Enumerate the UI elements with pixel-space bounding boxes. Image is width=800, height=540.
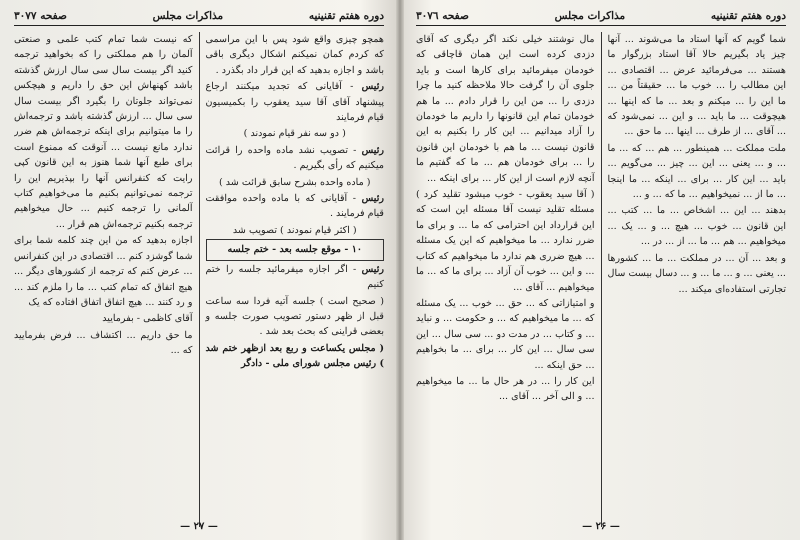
paragraph: ملت مملکت ... همینطور ... هم ... که ... ما ... و ... یعنی ... این ... چیز ... می‌گویم ... باید ... این کار ... برای ... اینکه ... ما اینجا ... ما از ... نمیخواهیم ... ما که ... و ... bbox=[607, 142, 786, 201]
paragraph: اجازه بدهید که من این چند کلمه شما برای شما گوشزد کنم ... اقتصادی در این کنفرانس ... عرض کنم که ترجمه از کشورهای دیگر ... هیچ اتفاق که تمام کتب ... ما را ملزم کند ... و رد کنند ... هیچ اتفاق اتفاق افتاده که یک bbox=[14, 235, 193, 308]
closing-note: ( مجلس یکساعت و ربع بعد ازظهر ختم شد ) رئیس مجلس شورای ملی - دادگر bbox=[205, 342, 384, 370]
paragraph: ( آقا سید یعقوب - خوب میشود تقلید کرد ) مسئله تقلید نیست آقا مسئله این است که این قرارداد این احترامی که ما ... و برای ما ضرر ندارد ... ما میخواهیم که این یک مسئله ... هیچ ضرری هم ندارد ما میخواهیم که کتاب ... و این ... خوب آن آزاد ... برای ما که ... ما میخواهیم ... آقای ... bbox=[416, 189, 595, 293]
paragraph: و بعد ... آن ... در مملکت ... ما ... کشورها ... یعنی ... و ... ما ... و ... دسال بیست سال تجارتی استفاده‌ای میکند ... bbox=[607, 252, 786, 295]
speaker-text: - آقایانی که تجدید میکنند ارجاع پیشنهاد آقای آقا سید یعقوب را بکمیسیون قیام فرمایند bbox=[205, 81, 384, 124]
right-page bbox=[402, 0, 800, 540]
procedural-note: ( ماده واحده بشرح سابق قرائت شد ) bbox=[218, 176, 371, 188]
left-folio: — ۲۷ — bbox=[180, 521, 218, 532]
left-header-page: صفحه ٣٠٧٧ bbox=[14, 10, 67, 22]
right-col-inner bbox=[416, 32, 595, 527]
speaker-paragraph bbox=[206, 79, 385, 125]
right-col-outer bbox=[601, 32, 787, 527]
left-header-title: مذاکرات مجلس bbox=[152, 10, 224, 22]
paragraph: آقای کاظمی - بفرمایید bbox=[102, 313, 193, 325]
right-columns bbox=[416, 32, 786, 527]
speaker-text: - اگر اجازه میفرمائید جلسه را ختم کنیم bbox=[205, 263, 384, 291]
speaker-name: رئیس bbox=[361, 81, 384, 93]
right-header-page: صفحه ٣٠٧٦ bbox=[416, 10, 469, 22]
paragraph: مال نوشتند خیلی نکند اگر دیگری که آقای دزدی کرده است این همان قاچاقی که خودمان میفرمائید برای کارها است و باید جلوی آن را گرفت حالا ملاحظه کنید ما چرا دزدی را ... من این را قرار دادم ... ما هم خودمان تمام این قانونها را داریم ما خودمان را آزاد میدانیم ... این کار را بکنیم به این قانون نیست ... ما هم با خودمان این قانون را ... برای خودمان هم ... ما که گفتیم ما آنچه لازم است از این کار ... برای اینکه ... bbox=[416, 34, 595, 184]
speaker-paragraph bbox=[206, 143, 385, 174]
right-folio: — ۲۶ — bbox=[582, 521, 620, 532]
procedural-note: ( دو سه نفر قیام نمودند ) bbox=[243, 128, 346, 140]
section-heading: ۱۰ - موقع جلسه بعد - ختم جلسه bbox=[206, 239, 385, 260]
paragraph: که نیست شما تمام کتب علمی و صنعتی آلمان را هم مملکتی را که بخواهید ترجمه کنید اگر بیست سال سی سال ارزش گذشته باشد کهنهاش این حق را داریم و هیچکس نمی‌تواند جلوتان را بگیرد اگر بیست سال سی سال ... ارزش گذشته باشد و ترجمه‌اش را ما میتوانیم برای اینکه ترجمه‌اش هم ضرر ندارد مانع نیست ... آنوقت که ممنوع است برای طبع آنها شما هنوز به این قانون کپی رایت که کنفرانس آنها را بپذیریم این را ترجمه نمی‌توانیم بکنیم ما می‌خواهیم کتاب آلمانی را ترجمه کنیم ... حال میخواهیم ترجمه بکنیم ترجمه‌اش هم قرار ... bbox=[14, 34, 193, 230]
right-running-head bbox=[416, 10, 786, 26]
left-columns bbox=[14, 32, 384, 527]
paragraph: ما حق داریم ... اکتشاف ... فرض بفرمایید که ... bbox=[14, 329, 193, 357]
paragraph: این کار را ... در هر حال ما ... ما میخواهیم ... و الی آخر ... آقای ... bbox=[416, 375, 595, 403]
speaker-name: رئیس bbox=[361, 193, 384, 205]
left-header-session: دوره هفتم تقنينيه bbox=[308, 10, 384, 22]
speaker-name: رئیس bbox=[361, 263, 384, 275]
right-header-session: دوره هفتم تقنينيه bbox=[710, 10, 786, 22]
paragraph: ( صحیح است ) جلسه آتیه فردا سه ساعت قبل از ظهر دستور تصویب صورت جلسه و بعضی قراینی که بحث بعد شد . bbox=[205, 295, 384, 338]
speaker-text: - آقایانی که با ماده واحده موافقت قیام فرمایند . bbox=[205, 193, 384, 220]
left-col-inner bbox=[14, 32, 193, 527]
procedural-note: ( اکثر قیام نمودند ) تصویب شد bbox=[232, 224, 357, 236]
right-header-title: مذاکرات مجلس bbox=[554, 10, 626, 22]
paragraph: و امتیازاتی که ... حق ... خوب ... یک مسئله که ... ما میخواهیم که ... و حکومت ... و نباید ... و کتاب ... در مدت دو ... سی سال ... این سی سال ... این کار ... برای ... ما بخواهیم ... حق اینکه ... bbox=[416, 297, 595, 371]
paragraph: شما گویم که آنها استاد ما می‌شوند ... آنها چیز یاد بگیریم حالا آقا استاد بزرگوار ما هستند ... می‌فرمائید عرض ... اقتصادی ... این مطالب را ... خوب ما ... حقیقتاً من ... ما این را ... میکنم و بعد ... ما که اینها ... هیچوقت ... ما باید ... و این ... نمی‌شود که ... آقای ... از طرف ... اینها ... ما حق ... bbox=[607, 34, 786, 138]
left-col-outer bbox=[199, 32, 385, 527]
left-page bbox=[0, 0, 398, 540]
speaker-paragraph bbox=[206, 191, 385, 222]
paragraph: بدهند ... این ... اشخاص ... ما ... کتب ... این قانون ... خوب ... هیچ ... و ... یک ... میخواهیم ... هم ... ما ... از ... در ... bbox=[607, 205, 786, 248]
speaker-name: رئیس bbox=[361, 144, 384, 156]
paragraph: همچو چیزی واقع شود پس با این مراسمی که کردم کمان نمیکنم اشکال دیگری باقی باشد و اجازه بدهید که این قرار داد بگذرد . bbox=[205, 34, 384, 76]
left-running-head bbox=[14, 10, 384, 26]
speaker-paragraph bbox=[206, 262, 385, 293]
speaker-text: - تصویب نشد ماده واحده را قرائت میکنیم که رأی بگیریم . bbox=[205, 144, 384, 172]
